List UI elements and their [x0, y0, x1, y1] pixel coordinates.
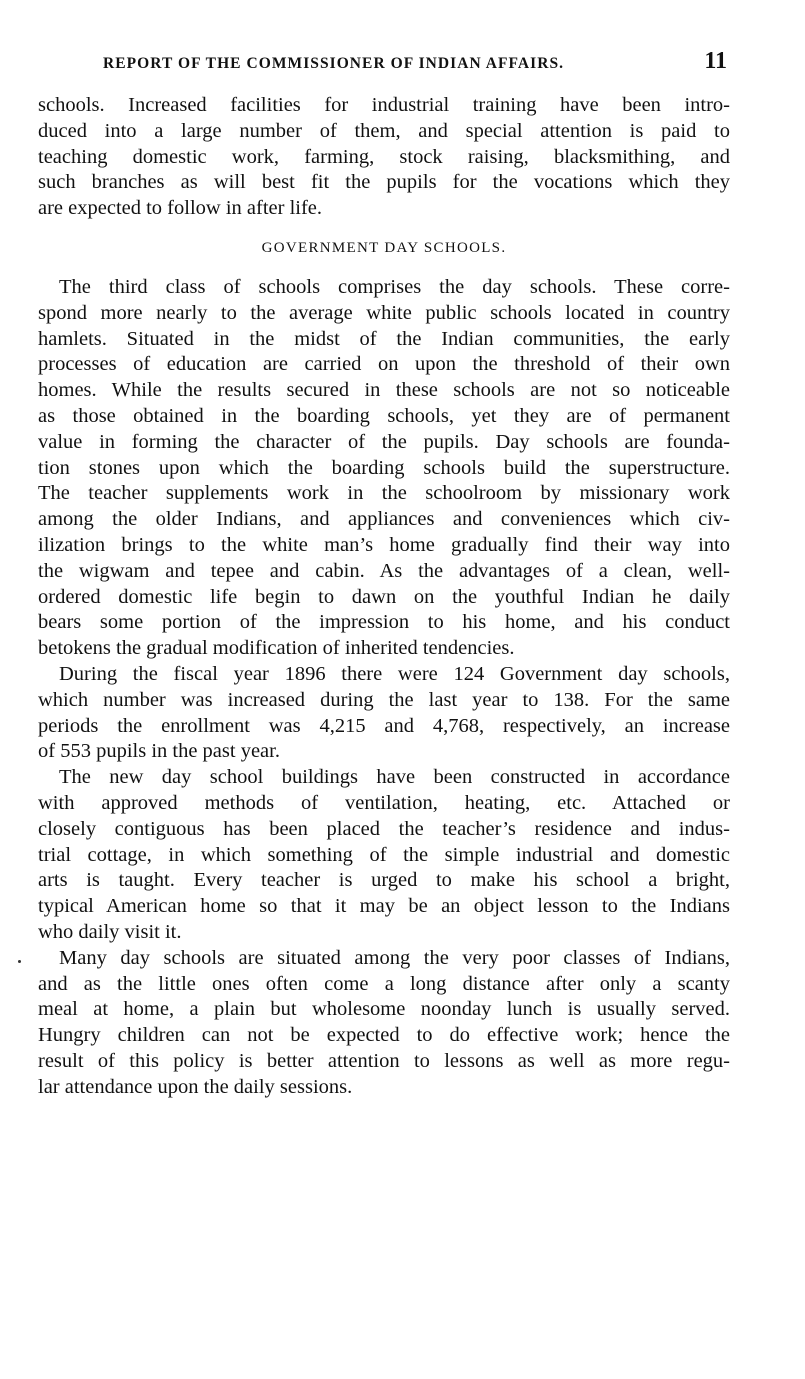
paragraph-3: [38, 662, 730, 765]
text-line: among the older Indians, and appliances and conveniences which civ-: [38, 508, 730, 531]
text-line: ordered domestic life begin to dawn on the youthful Indian he daily: [38, 585, 730, 608]
paragraph-2: [38, 275, 730, 662]
text-line: meal at home, a plain but wholesome noonday lunch is usually served.: [38, 998, 730, 1021]
text-line: lar attendance upon the daily sessions.: [38, 1075, 353, 1098]
text-line: spond more nearly to the average white public schools located in country: [38, 301, 730, 324]
text-line: as those obtained in the boarding schools, yet they are of permanent: [38, 404, 730, 427]
text-line: which number was increased during the last year to 138. For the same: [38, 688, 730, 711]
text-line: result of this policy is better attention to lessons as well as more regu-: [38, 1049, 730, 1072]
text-line: duced into a large number of them, and special attention is paid to: [38, 119, 730, 142]
running-head: [101, 50, 731, 78]
text-line: bears some portion of the impression to his home, and his conduct: [38, 611, 730, 634]
text-line: such branches as will best fit the pupils for the vocations which they: [38, 171, 730, 194]
body-text: [38, 93, 730, 1100]
page-number: 11: [704, 48, 727, 74]
text-line: homes. While the results secured in these schools are not so noticeable: [38, 379, 730, 402]
text-line: ilization brings to the white man’s home gradually find their way into: [38, 533, 730, 556]
text-line: of 553 pupils in the past year.: [38, 740, 280, 763]
text-line: processes of education are carried on upon the threshold of their own: [38, 353, 730, 376]
text-line: who daily visit it.: [38, 920, 182, 943]
text-line: teaching domestic work, farming, stock raising, blacksmithing, and: [38, 145, 730, 168]
text-line: closely contiguous has been placed the teacher’s residence and indus-: [38, 817, 730, 840]
paragraph-4: [38, 765, 730, 946]
paragraph-1: [38, 93, 730, 222]
text-line: trial cottage, in which something of the simple industrial and domestic: [38, 843, 730, 866]
paragraph-5: [38, 946, 730, 1101]
text-line: The third class of schools comprises the day schools. These corre-: [59, 275, 730, 298]
text-line: During the fiscal year 1896 there were 124 Government day schools,: [59, 662, 730, 685]
text-line: The teacher supplements work in the schoolroom by missionary work: [38, 482, 730, 505]
text-line: and as the little ones often come a long distance after only a scanty: [38, 972, 730, 995]
text-line: are expected to follow in after life.: [38, 197, 323, 220]
text-line: hamlets. Situated in the midst of the Indian communities, the early: [38, 327, 730, 350]
text-line: The new day school buildings have been constructed in accordance: [59, 766, 730, 789]
text-line: typical American home so that it may be an object lesson to the Indians: [38, 895, 730, 918]
text-line: periods the enrollment was 4,215 and 4,768, respectively, an increase: [38, 714, 730, 737]
text-line: tion stones upon which the boarding schools build the superstructure.: [38, 456, 730, 479]
running-title: REPORT OF THE COMMISSIONER OF INDIAN AFFAIRS.: [103, 55, 565, 72]
text-line: value in forming the character of the pupils. Day schools are founda-: [38, 430, 730, 453]
text-line: the wigwam and tepee and cabin. As the advantages of a clean, well-: [38, 559, 730, 582]
text-line: betokens the gradual modification of inherited tendencies.: [38, 637, 515, 660]
text-line: schools. Increased facilities for industrial training have been intro-: [38, 94, 730, 116]
text-line: Hungry children can not be expected to do effective work; hence the: [38, 1024, 730, 1047]
margin-mark: [18, 960, 21, 963]
text-line: arts is taught. Every teacher is urged to make his school a bright,: [38, 869, 730, 892]
text-line: with approved methods of ventilation, heating, etc. Attached or: [38, 791, 730, 814]
section-heading: GOVERNMENT DAY SCHOOLS.: [261, 239, 507, 256]
text-line: Many day schools are situated among the very poor classes of Indians,: [59, 946, 730, 969]
